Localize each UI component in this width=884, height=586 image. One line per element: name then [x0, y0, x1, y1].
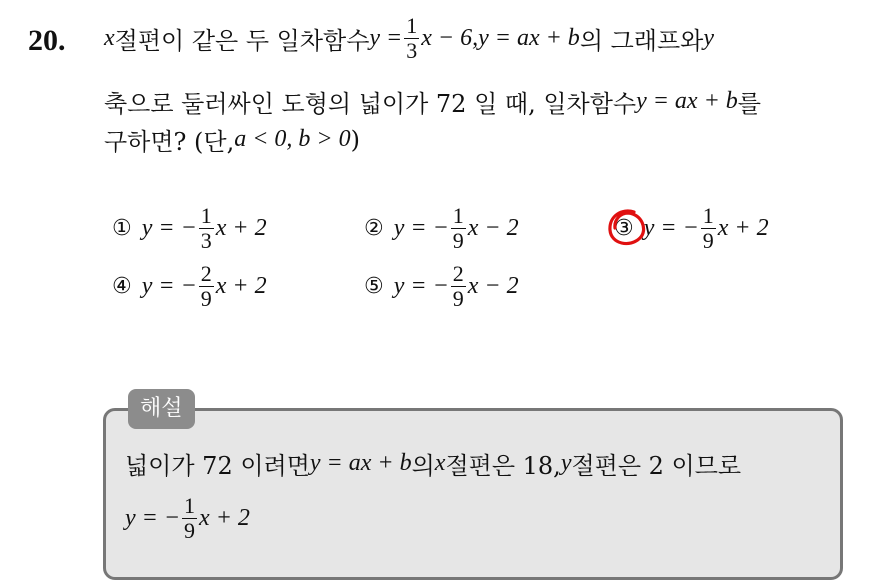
solution-text: 넓이가 72 이려면 — [125, 452, 310, 480]
fraction-denominator: 3 — [200, 228, 212, 253]
option-rhs: x − 2 — [467, 273, 519, 299]
fraction-denominator: 9 — [702, 228, 714, 253]
question-text: 구하면? (단, — [104, 128, 235, 156]
fraction-numerator: 2 — [452, 261, 464, 286]
option-marker: ① — [112, 216, 132, 241]
solution-text: 절편은 18, — [445, 452, 561, 480]
option-1[interactable] — [112, 204, 267, 253]
option-rhs: x + 2 — [717, 215, 769, 241]
fraction-denominator: 9 — [452, 286, 464, 311]
fraction-numerator: 1 — [184, 493, 196, 518]
option-lhs: y = − — [141, 215, 197, 241]
equation-1-lhs: y = — [369, 25, 403, 51]
var-y: y — [560, 450, 572, 476]
fraction-numerator: 1 — [452, 203, 464, 228]
var-y: y — [703, 25, 715, 51]
solution-tag: 해설 — [128, 389, 195, 429]
answer-circle-mark — [604, 206, 648, 250]
option-marker: ② — [364, 216, 384, 241]
fraction-denominator: 9 — [184, 518, 196, 543]
equation: y = ax + b — [309, 450, 412, 476]
question-text: ) — [350, 125, 360, 154]
option-fraction — [451, 204, 466, 253]
option-4[interactable] — [112, 262, 267, 311]
condition: a < 0, b > 0 — [234, 126, 351, 152]
option-fraction — [701, 204, 716, 253]
solution-line-2 — [125, 494, 250, 543]
option-5[interactable] — [364, 262, 519, 311]
option-lhs: y = − — [393, 273, 449, 299]
answer-rhs: x + 2 — [199, 505, 250, 531]
fraction-one-third — [404, 14, 419, 63]
fraction-denominator: 3 — [406, 38, 418, 63]
fraction-numerator: 1 — [406, 13, 418, 38]
equation-1-rhs: x − 6, — [421, 25, 479, 51]
option-fraction — [199, 262, 214, 311]
equation-2: y = ax + b — [478, 25, 580, 51]
fraction-numerator: 1 — [200, 203, 212, 228]
fraction-denominator: 9 — [452, 228, 464, 253]
option-fraction — [199, 204, 214, 253]
answer-lhs: y = − — [125, 505, 181, 531]
question-line-1 — [104, 14, 714, 63]
solution-text: 절편은 2 이므로 — [571, 452, 742, 480]
option-marker: ④ — [112, 274, 132, 299]
var-x: x — [104, 25, 115, 51]
option-rhs: x − 2 — [467, 215, 519, 241]
option-marker: ③ — [614, 216, 634, 241]
question-text: 축으로 둘러싸인 도형의 넓이가 72 일 때, 일차함수 — [104, 90, 637, 118]
question-text: 를 — [737, 90, 761, 118]
option-marker: ⑤ — [364, 274, 384, 299]
fraction-numerator: 1 — [702, 203, 714, 228]
question-line-3 — [104, 122, 360, 157]
option-lhs: y = − — [643, 215, 699, 241]
question-text: 절편이 같은 두 일차함수 — [114, 27, 370, 55]
option-rhs: x + 2 — [215, 273, 267, 299]
option-lhs: y = − — [141, 273, 197, 299]
var-x: x — [434, 450, 446, 476]
question-text: 의 그래프와 — [579, 27, 704, 55]
equation: y = ax + b — [636, 88, 738, 114]
solution-line-1 — [125, 446, 741, 481]
question-number: 20. — [28, 24, 66, 57]
option-lhs: y = − — [393, 215, 449, 241]
question-line-2 — [104, 84, 761, 119]
option-fraction — [451, 262, 466, 311]
option-2[interactable] — [364, 204, 519, 253]
option-rhs: x + 2 — [215, 215, 267, 241]
fraction-numerator: 2 — [200, 261, 212, 286]
fraction-denominator: 9 — [200, 286, 212, 311]
solution-text: 의 — [411, 452, 435, 480]
answer-circle-stroke — [610, 211, 644, 244]
answer-fraction — [182, 494, 197, 543]
